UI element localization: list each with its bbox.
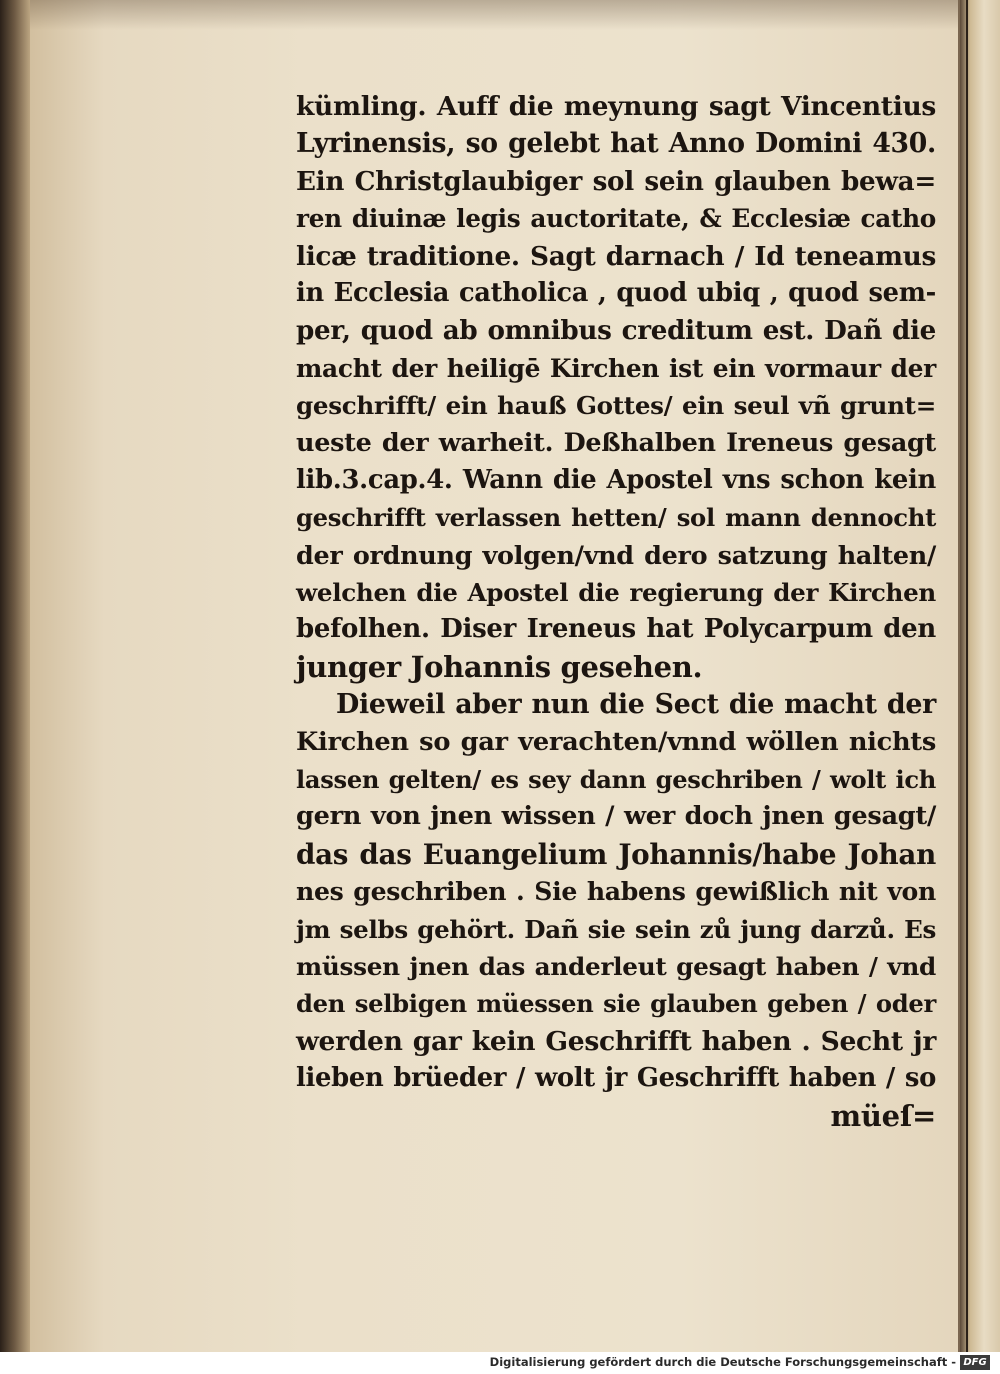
text-line: geschrifft verlassen hetten/ sol mann dennocht — [296, 503, 936, 533]
text-line: lassen gelten/ es sey dann geschriben / wolt ich — [296, 765, 936, 795]
funding-credit: Digitalisierung gefördert durch die Deutsche Forschungsgemeinschaft - — [489, 1355, 956, 1369]
text-line: müssen jnen das anderleut gesagt haben / vnd — [296, 951, 936, 981]
footer-bar — [0, 1352, 1000, 1374]
text-line: Lyrinensis, so gelebt hat Anno Domini 430. — [296, 128, 936, 160]
text-line: den selbigen müessen sie glauben geben / oder — [296, 989, 936, 1019]
text-line: lib.3.cap.4. Wann die Apostel vns schon kein — [296, 464, 936, 495]
page-text-block — [296, 88, 936, 1135]
text-line: geschrifft/ ein hauß Gottes/ ein seul vñ grunt= — [296, 391, 936, 421]
text-line: Ein Christglaubiger sol sein glauben bewa= — [296, 165, 936, 197]
text-line: ueste der warheit. Deßhalben Ireneus gesagt — [296, 427, 936, 458]
text-line: per, quod ab omnibus creditum est. Dañ die — [296, 315, 936, 347]
text-line: werden gar kein Geschrifft haben . Secht jr — [296, 1025, 936, 1057]
next-page-edge — [960, 0, 1000, 1352]
text-line: Kirchen so gar verachten/vnnd wöllen nichts — [296, 726, 936, 757]
text-line: macht der heiligē Kirchen ist ein vormaur der — [296, 353, 936, 383]
text-line: kümling. Auff die meynung sagt Vincentius — [296, 91, 936, 122]
dfg-logo: DFG — [960, 1355, 990, 1370]
text-line: junger Johannis gesehen. — [296, 649, 703, 684]
text-line: das das Euangelium Johannis/habe Johan — [296, 837, 936, 871]
text-line: lieben brüeder / wolt jr Geschrifft haben / so — [296, 1063, 936, 1094]
text-line: nes geschriben . Sie habens gewißlich nit von — [296, 876, 936, 907]
text-line: gern von jnen wissen / wer doch jnen gesagt/ — [296, 801, 936, 832]
catchword: müeſ= — [830, 1098, 936, 1133]
text-line: der ordnung volgen/vnd dero satzung halten/ — [296, 539, 936, 570]
text-line: in Ecclesia catholica , quod ubiq , quod sem- — [296, 277, 936, 308]
text-line: befolhen. Diser Ireneus hat Polycarpum den — [296, 614, 936, 645]
text-line: welchen die Apostel die regierung der Kirchen — [296, 578, 936, 608]
text-line: licæ traditione. Sagt darnach / Id teneamus — [296, 240, 936, 272]
text-line: jm selbs gehört. Dañ sie sein zů jung darzů. Es — [296, 914, 936, 944]
paragraph-first-line: Dieweil aber nun die Sect die macht der — [336, 689, 936, 721]
text-line: ren diuinæ legis auctoritate, & Ecclesiæ catho — [296, 204, 936, 234]
